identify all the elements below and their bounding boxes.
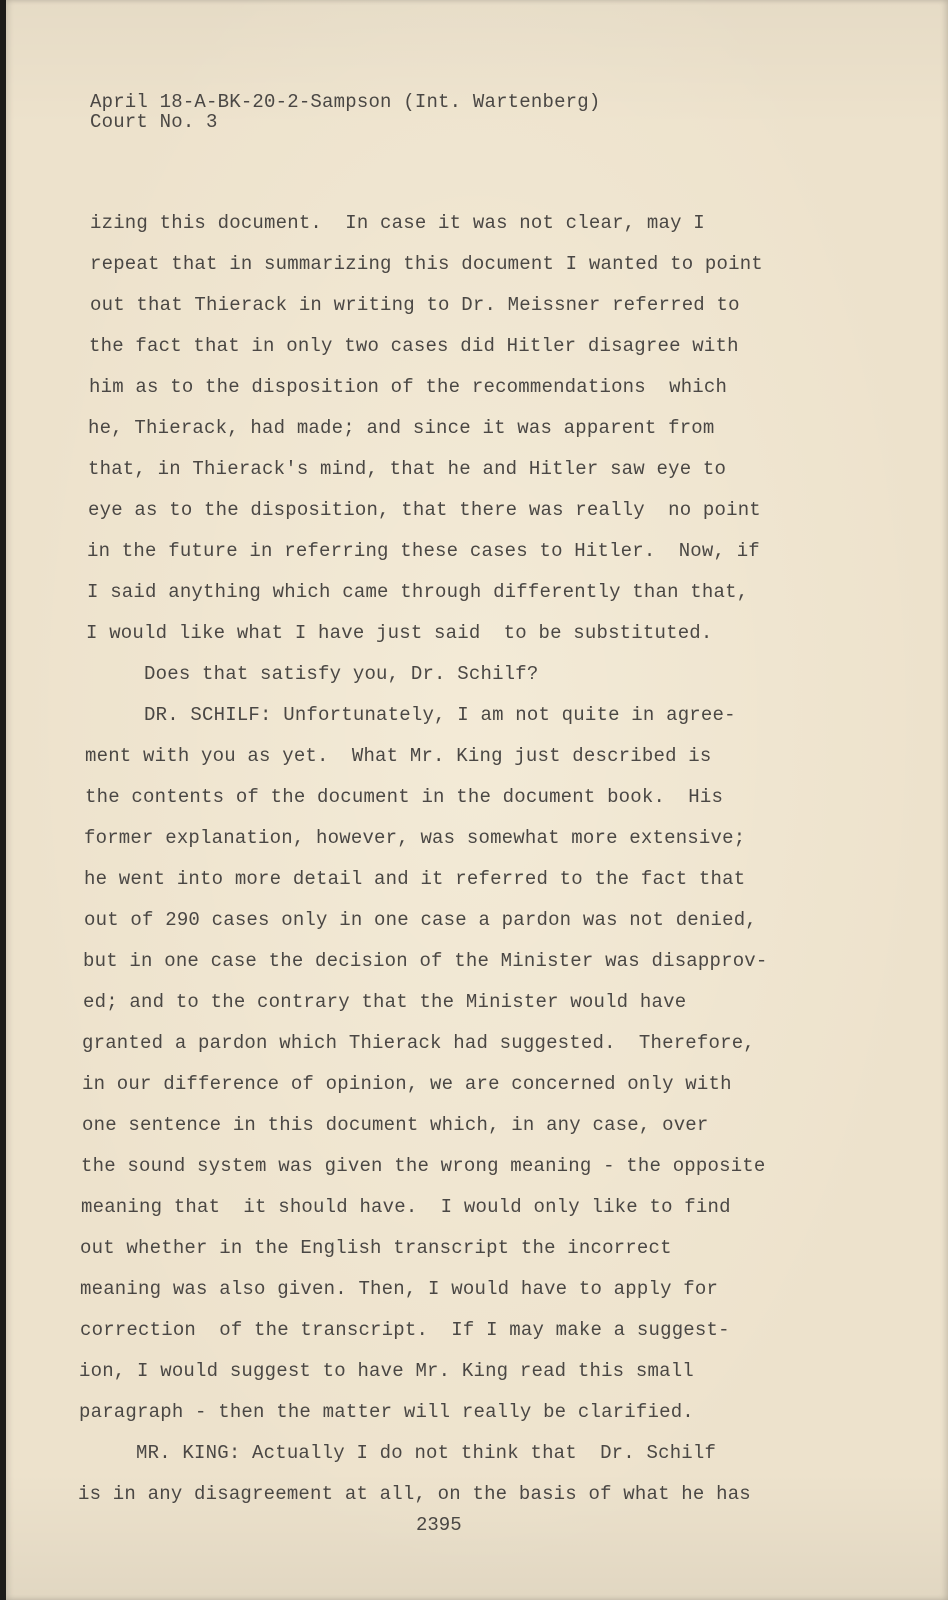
document-header: [90, 92, 600, 132]
transcript-line: paragraph - then the matter will really be clarified.: [79, 1401, 694, 1423]
transcript-line: ion, I would suggest to have Mr. King read this small: [79, 1360, 694, 1382]
header-line-2: Court No. 3: [90, 111, 218, 133]
transcript-line: eye as to the disposition, that there was really no point: [88, 499, 761, 521]
transcript-line: is in any disagreement at all, on the basis of what he has: [78, 1483, 751, 1505]
transcript-line: he, Thierack, had made; and since it was apparent from: [88, 417, 715, 439]
transcript-line: that, in Thierack's mind, that he and Hitler saw eye to: [88, 458, 727, 480]
transcript-line: meaning that it should have. I would only like to find: [81, 1196, 731, 1218]
transcript-line: him as to the disposition of the recommendations which: [89, 376, 728, 398]
page-number: 2395: [416, 1514, 462, 1536]
transcript-line: the sound system was given the wrong meaning - the opposite: [81, 1155, 766, 1177]
transcript-line: MR. KING: Actually I do not think that Dr. Schilf: [78, 1442, 717, 1464]
transcript-line: izing this document. In case it was not clear, may I: [90, 212, 705, 234]
header-line-1: April 18-A-BK-20-2-Sampson (Int. Wartenberg): [90, 91, 601, 113]
transcript-line: ed; and to the contrary that the Minister would have: [83, 991, 687, 1013]
transcript-line: one sentence in this document which, in any case, over: [82, 1114, 709, 1136]
transcript-line: granted a pardon which Thierack had suggested. Therefore,: [82, 1032, 755, 1054]
transcript-line: out whether in the English transcript the incorrect: [80, 1237, 672, 1259]
transcript-line: but in one case the decision of the Minister was disapprov-: [83, 950, 768, 972]
transcript-line: in the future in referring these cases to Hitler. Now, if: [87, 540, 760, 562]
transcript-line: correction of the transcript. If I may make a suggest-: [80, 1319, 730, 1341]
transcript-line: out that Thierack in writing to Dr. Meissner referred to: [90, 294, 740, 316]
transcript-line: out of 290 cases only in one case a pardon was not denied,: [84, 909, 757, 931]
transcript-line: former explanation, however, was somewhat more extensive;: [84, 827, 746, 849]
transcript-line: I would like what I have just said to be substituted.: [86, 622, 713, 644]
transcript-line: Does that satisfy you, Dr. Schilf?: [86, 663, 539, 685]
transcript-line: the contents of the document in the document book. His: [85, 786, 724, 808]
transcript-line: meaning was also given. Then, I would have to apply for: [80, 1278, 719, 1300]
transcript-line: I said anything which came through differently than that,: [87, 581, 749, 603]
transcript-line: in our difference of opinion, we are concerned only with: [82, 1073, 732, 1095]
transcript-line: repeat that in summarizing this document I wanted to point: [90, 253, 763, 275]
document-page: [6, 0, 948, 1600]
transcript-line: he went into more detail and it referred to the fact that: [84, 868, 746, 890]
transcript-line: DR. SCHILF: Unfortunately, I am not quite in agree-: [86, 704, 736, 726]
transcript-line: the fact that in only two cases did Hitler disagree with: [89, 335, 739, 357]
transcript-line: ment with you as yet. What Mr. King just described is: [85, 745, 712, 767]
